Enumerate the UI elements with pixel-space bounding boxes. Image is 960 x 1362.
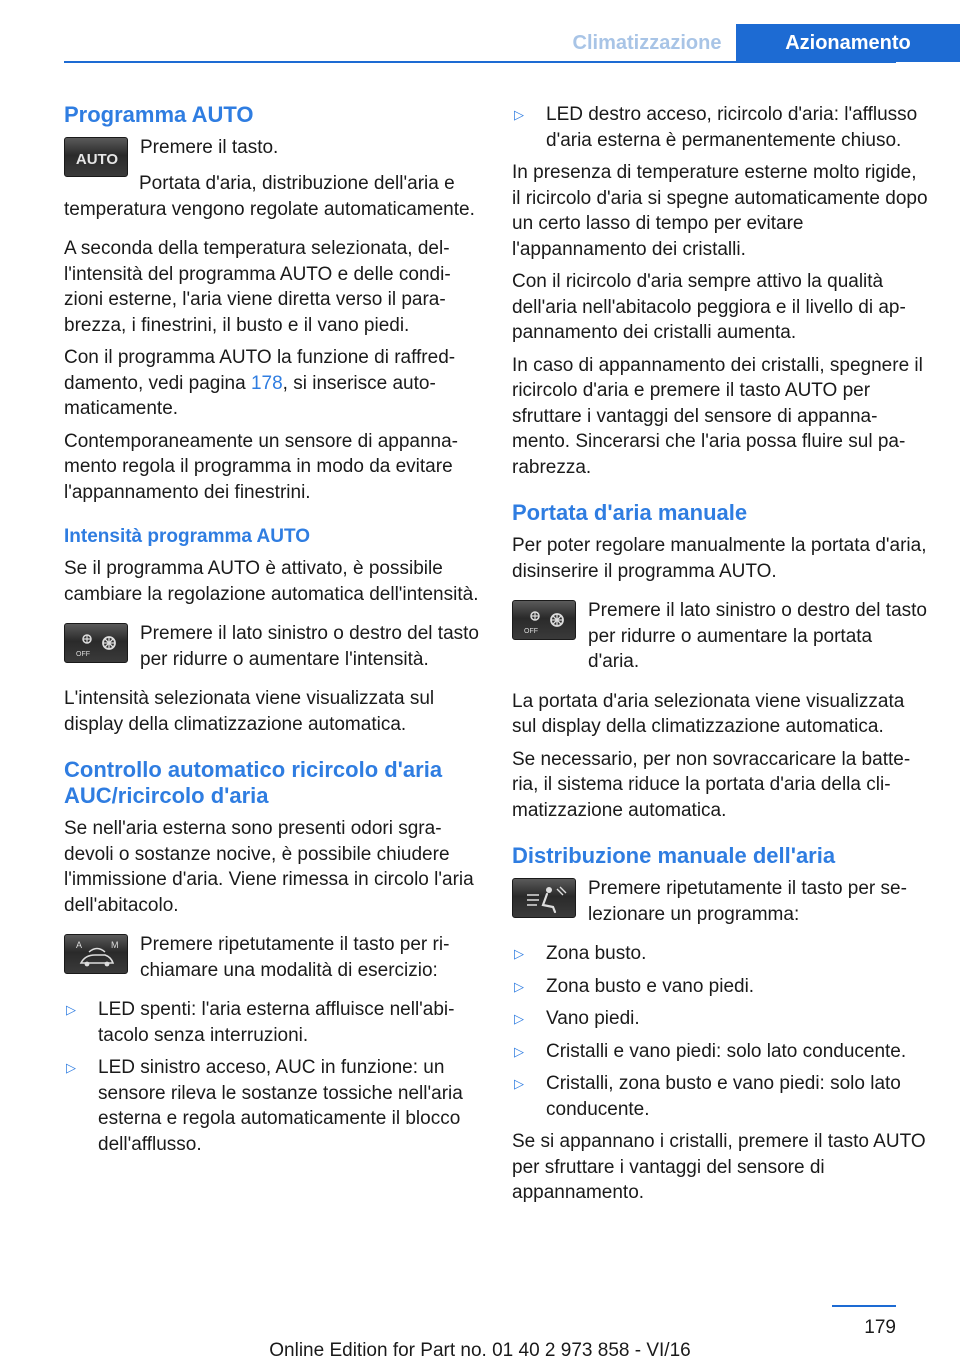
auto-paragraph-distribution: A seconda della temperatura selezionata, dell'intensità del programma AUTO e delle condizioni esterne, l'aria viene diretta verso il parabrezza, i finestrini, il busto e il vano piedi. [64,238,451,336]
heading-manual-distribution: Distribuzione manuale dell'aria [512,843,836,868]
intensity-instruction: Premere il lato sinistro o destro del tasto per ridurre o aumentare l'intensità. [140,623,479,670]
right-column [512,102,928,1206]
auc-paragraph-intro: Se nell'aria esterna sono presenti odori sgradevoli o sostanze nocive, è possibile chiudere l'immissione d'aria. Viene rimessa in circolo l'aria dell'abitacolo. [64,818,474,916]
auto-paragraph-cooling: Con il programma AUTO la funzione di raffreddamento, vedi pagina 178, si inserisce automaticamente. [64,347,456,419]
bullet-triangle-icon: ▷ [514,1011,524,1026]
bullet-triangle-icon: ▷ [66,1002,76,1017]
flow-display-note: La portata d'aria selezionata viene visualizzata sul display della climatizzazione automatica. [512,690,905,737]
air-distribution-button-icon [512,878,576,918]
bullet-triangle-icon: ▷ [66,1060,76,1075]
header-chapter-tab: Azionamento [736,24,960,62]
auto-description: Portata d'aria, distribuzione dell'aria e temperatura vengono regolate automaticamente. [64,173,475,220]
bullet-triangle-icon: ▷ [514,946,524,961]
bullet-triangle-icon: ▷ [514,107,524,122]
bullet-triangle-icon: ▷ [514,1043,524,1059]
svg-text:OFF: OFF [524,628,538,635]
auc-paragraph-fogging: In caso di appannamento dei cristalli, spegnere il ricircolo d'aria e premere il tasto AUTO per sfruttare i vantaggi del sensore di appannamento. Sincerarsi che l'aria possa fluire sul parabrezza. [512,354,923,478]
list-item: ▷ Cristalli e vano piedi: solo lato conducente. [512,1039,928,1065]
list-item: ▷ LED sinistro acceso, AUC in funzione: un sensore rileva le sostanze tossiche nell'aria esterna e regola automaticamente il blocco dell'afflusso. [64,1055,480,1157]
page-number: 179 [864,1317,896,1338]
bullet-triangle-icon: ▷ [514,1076,524,1091]
footer-rule [832,1305,896,1307]
intensity-display-note: L'intensità selezionata viene visualizzata sul display della climatizzazione automatica. [64,688,435,735]
distribution-instruction: Premere ripetutamente il tasto per selezionare un programma: [588,878,907,925]
flow-paragraph-intro: Per poter regolare manualmente la portata d'aria, disinserire il programma AUTO. [512,535,927,582]
list-item: ▷ Zona busto e vano piedi. [512,974,928,1000]
left-column [64,102,480,1164]
flow-instruction: Premere il lato sinistro o destro del tasto per ridurre o aumentare la portata d'aria. [588,600,927,672]
auc-mode-list [64,997,480,1157]
heading-auto-program: Programma AUTO [64,102,254,127]
auc-button-row [64,932,480,983]
header-rule [64,61,896,63]
distribution-fogging-note: Se si appannano i cristalli, premere il tasto AUTO per sfruttare i vantaggi del sensore di appannamento. [512,1131,926,1203]
flow-button-row [512,598,928,675]
intensity-paragraph: Se il programma AUTO è attivato, è possibile cambiare la regolazione automatica dell'intensità. [64,558,479,605]
heading-auc-recirculation: Controllo automatico ricircolo d'aria AUC/ricircolo d'aria [64,757,443,808]
fan-rocker-button-icon [64,623,128,663]
recirculation-button-icon [64,934,128,974]
heading-auto-intensity: Intensità programma AUTO [64,526,310,547]
distribution-program-list [512,941,928,1122]
page-reference-link[interactable]: 178 [250,372,283,394]
list-item: ▷ LED spenti: l'aria esterna affluisce nell'abitacolo senza interruzioni. [64,997,480,1048]
bullet-triangle-icon: ▷ [514,978,524,994]
auto-instruction: Premere il tasto. [140,137,279,158]
svg-text:M: M [111,940,119,950]
auto-paragraph-sensor: Contemporaneamente un sensore di appannamento regola il programma in modo da evitare l'appannamento dei finestrini. [64,430,458,503]
list-item: ▷ Vano piedi. [512,1006,928,1032]
list-item: ▷ Zona busto. [512,941,928,967]
auc-paragraph-cold: In presenza di temperature esterne molto rigide, il ricircolo d'aria si spegne automaticamente dopo un certo lasso di tempo per evitare l'appannamento dei cristalli. [512,162,928,260]
page-header [64,0,960,62]
auc-mode-list-continued [512,102,928,153]
fan-rocker-button-icon [512,600,576,640]
flow-battery-note: Se necessario, per non sovraccaricare la batteria, il sistema riduce la portata d'aria della climatizzazione automatica. [512,748,911,821]
list-item: ▷ Cristalli, zona busto e vano piedi: solo lato conducente. [512,1071,928,1122]
auto-button-label: AUTO [75,151,119,168]
auto-button-icon [64,137,128,177]
distribution-button-row [512,876,928,927]
header-section-title: Climatizzazione [572,32,722,54]
svg-text:OFF: OFF [76,651,90,658]
svg-text:A: A [76,940,83,950]
intensity-button-row [64,621,480,672]
list-item: ▷ LED destro acceso, ricircolo d'aria: l'afflusso d'aria esterna è permanentemente chiuso. [512,102,928,153]
auc-paragraph-quality: Con il ricircolo d'aria sempre attivo la qualità dell'aria nell'abitacolo peggiora e il livello di appannamento dei cristalli aumenta. [512,271,906,343]
auc-instruction: Premere ripetutamente il tasto per richiamare una modalità di esercizio: [140,934,450,981]
heading-manual-airflow: Portata d'aria manuale [512,500,748,525]
edition-footer: Online Edition for Part no. 01 40 2 973 858 - VI/16 [269,1340,691,1361]
